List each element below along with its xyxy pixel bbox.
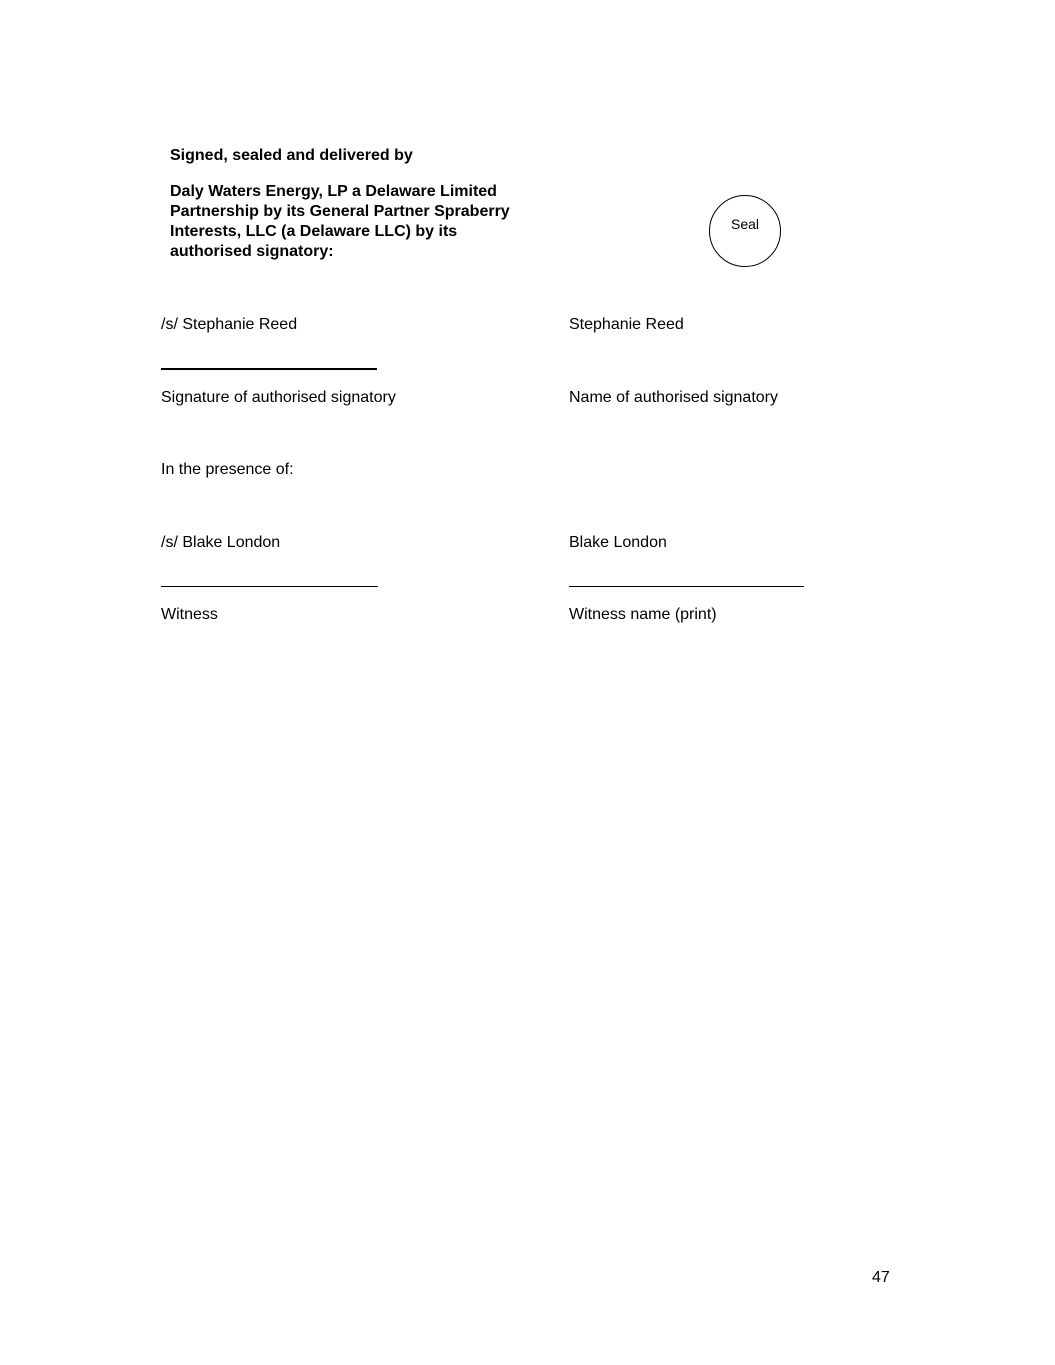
entity-line: Partnership by its General Partner Spraberry xyxy=(170,203,510,220)
entity-description xyxy=(170,182,530,262)
execution-heading: Signed, sealed and delivered by xyxy=(170,147,413,164)
witness-signature-caption: Witness xyxy=(161,606,218,623)
witness-signature-value: /s/ Blake London xyxy=(161,534,281,551)
signatory-name-value: Stephanie Reed xyxy=(569,316,684,333)
signatory-name-caption: Name of authorised signatory xyxy=(569,389,778,406)
page-number: 47 xyxy=(872,1269,890,1286)
entity-line: Daly Waters Energy, LP a Delaware Limited xyxy=(170,183,497,200)
witness-signature-line xyxy=(161,586,378,587)
entity-line: authorised signatory: xyxy=(170,243,334,260)
signatory-signature-caption: Signature of authorised signatory xyxy=(161,389,396,406)
witness-name-line xyxy=(569,586,804,587)
signatory-signature-value: /s/ Stephanie Reed xyxy=(161,316,298,333)
seal-label: Seal xyxy=(730,216,760,232)
signatory-signature-line xyxy=(161,368,377,370)
presence-label: In the presence of: xyxy=(161,461,294,478)
witness-name-value: Blake London xyxy=(569,534,667,551)
witness-name-caption: Witness name (print) xyxy=(569,606,717,623)
seal-circle xyxy=(709,195,781,267)
entity-line: Interests, LLC (a Delaware LLC) by its xyxy=(170,223,458,240)
